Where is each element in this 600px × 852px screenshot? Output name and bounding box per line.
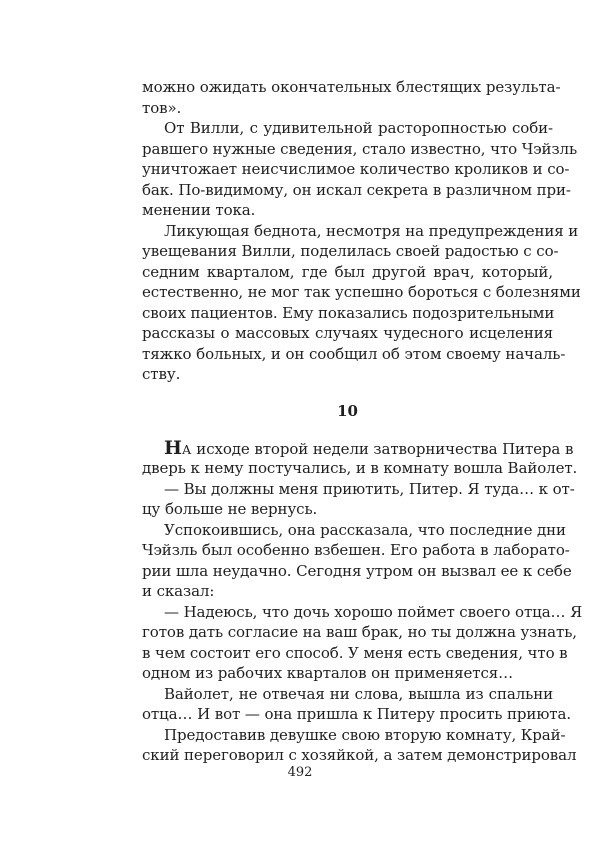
paragraph-first <box>142 436 578 479</box>
page-body <box>142 77 583 766</box>
paragraph <box>142 479 575 520</box>
text-line: тяжко больных, и он сообщил об этом своему началь- <box>142 344 566 363</box>
text-line: Предоставив девушке свою вторую комнату, Край- <box>164 725 566 744</box>
text-line: тов». <box>142 98 182 117</box>
text-line: седним кварталом, где был другой врач, который, <box>142 262 553 281</box>
text-line: естественно, не мог так успешно бороться с болезнями <box>142 283 581 301</box>
text-line: От Вилли, с удивительной расторопностью соби- <box>164 119 553 137</box>
text-line: — Надеюсь, что дочь хорошо поймет своего отца… Я <box>164 602 583 621</box>
text-line: — Вы должны меня приютить, Питер. Я туда… к от- <box>164 479 575 498</box>
text-line: дверь к нему постучались, и в комнату вошла Вайолет. <box>142 459 578 477</box>
text-line: рии шла неудачно. Сегодня утром он вызвал ее к себе <box>142 561 572 580</box>
text-line: Вайолет, не отвечая ни слова, вышла из спальни <box>164 684 553 703</box>
text-line: Чэйзль был особенно взбешен. Его работа в лаборато- <box>142 541 570 559</box>
text-line: ский переговорил с хозяйкой, а затем демонстрировал <box>142 746 577 764</box>
text-line: цу больше не вернусь. <box>142 500 318 518</box>
text-line: увещевания Вилли, поделилась своей радостью с со- <box>142 242 559 260</box>
text-line: Ликующая беднота, несмотря на предупреждения и <box>164 221 579 240</box>
text-line: бак. По-видимому, он искал секрета в различном при- <box>142 180 571 199</box>
text-run: исходе второй недели затворничества Питера в <box>191 439 574 458</box>
paragraph <box>142 118 578 221</box>
text-line: ству. <box>142 365 181 383</box>
text-line <box>142 436 574 459</box>
chapter-number: 10 <box>337 401 358 420</box>
text-line: одном из рабочих кварталов он применяется… <box>142 664 514 682</box>
page-number: 492 <box>287 765 313 780</box>
paragraph <box>142 77 561 118</box>
paragraph <box>142 520 572 602</box>
text-line: рассказы о массовых случаях чудесного исцеления <box>142 324 553 342</box>
paragraph <box>142 725 577 766</box>
text-line: готов дать согласие на ваш брак, но ты должна узнать, <box>142 623 577 641</box>
paragraph <box>142 602 583 684</box>
paragraph <box>142 221 581 385</box>
text-line: уничтожает неисчислимое количество кроликов и со- <box>142 160 570 178</box>
small-caps-letter: А <box>181 441 192 457</box>
text-line: Успокоившись, она рассказала, что последние дни <box>164 520 566 539</box>
text-line: менении тока. <box>142 201 256 219</box>
paragraph <box>142 684 571 725</box>
text-line: и сказал: <box>142 582 215 600</box>
text-line: в чем состоит его способ. У меня есть сведения, что в <box>142 643 568 662</box>
text-line: можно ожидать окончательных блестящих результа- <box>142 78 561 96</box>
drop-cap: Н <box>164 436 182 459</box>
text-line: равшего нужные сведения, стало известно, что Чэйзль <box>142 139 578 158</box>
text-line: своих пациентов. Ему показались подозрительными <box>142 303 555 322</box>
text-line: отца… И вот — она пришла к Питеру просить приюта. <box>142 705 571 723</box>
